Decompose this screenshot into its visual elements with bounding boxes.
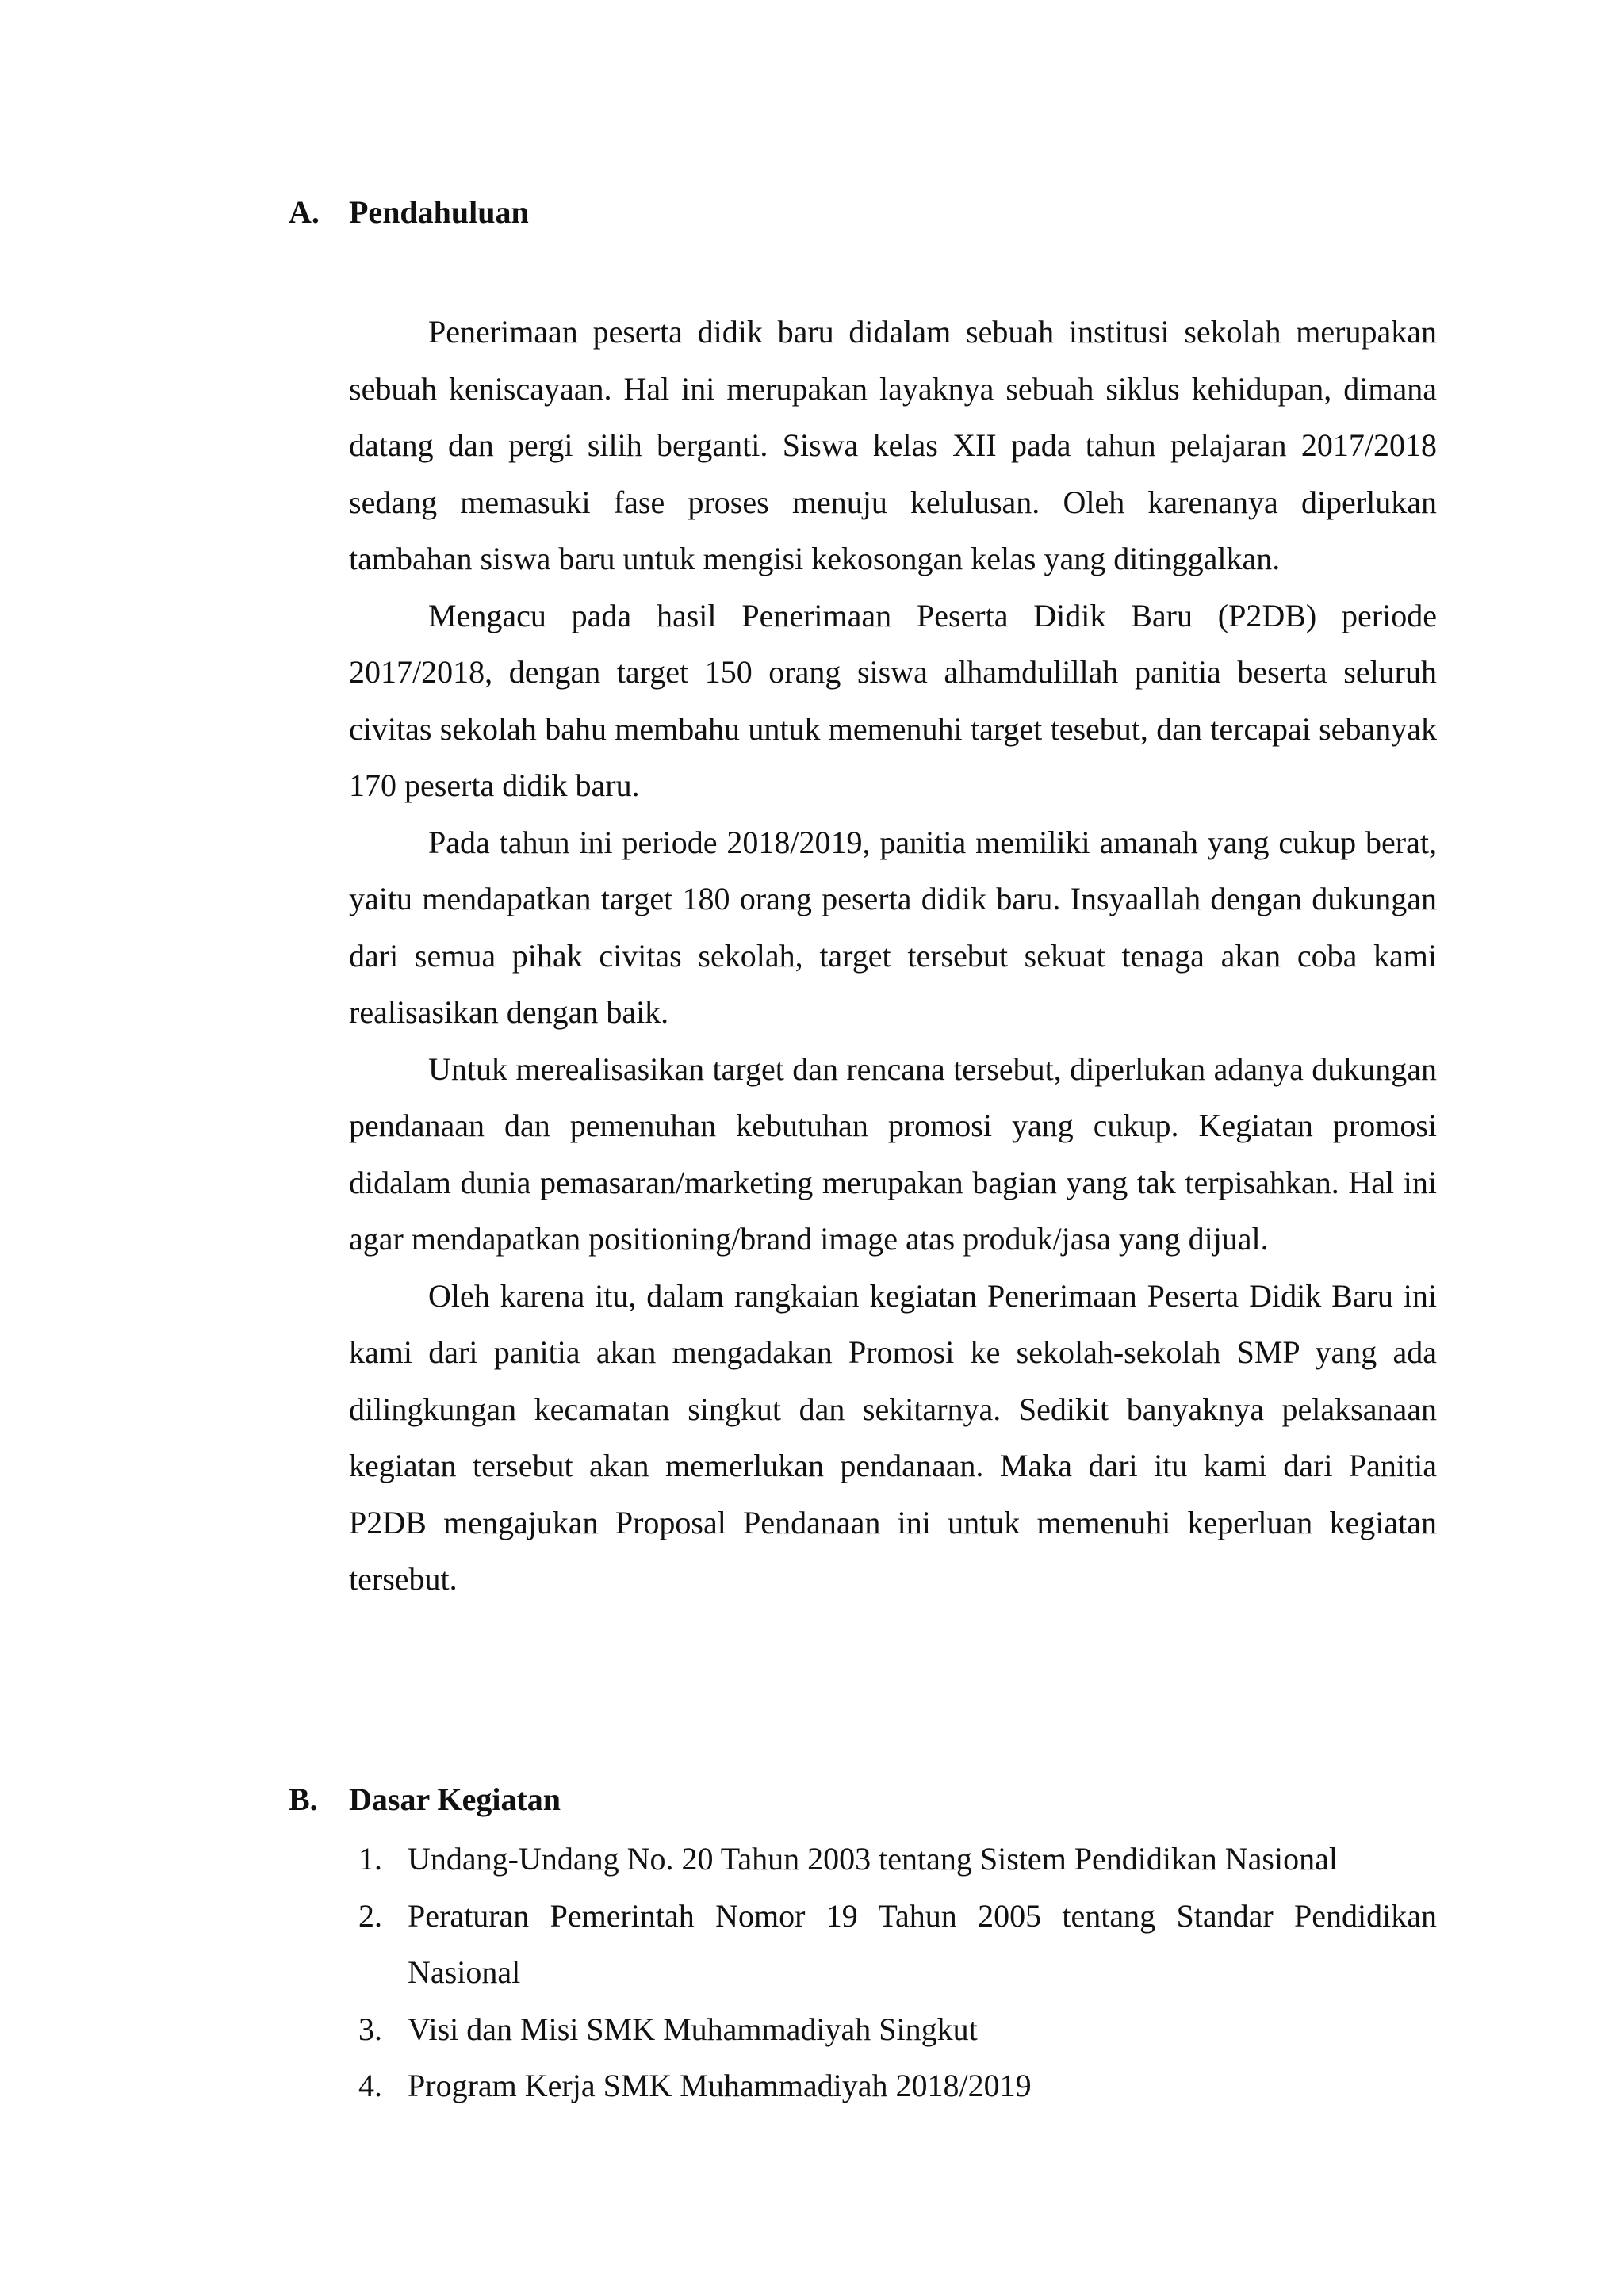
list-item <box>349 2057 1437 2114</box>
list-item <box>349 1888 1437 2001</box>
list-item-text: Peraturan Pemerintah Nomor 19 Tahun 2005 tentang Standar Pendidikan Nasional <box>408 1897 1437 1990</box>
list-item-number: 2. <box>358 1897 382 1934</box>
list-item-text: Program Kerja SMK Muhammadiyah 2018/2019 <box>408 2068 1032 2103</box>
list-item-text: Visi dan Misi SMK Muhammadiyah Singkut <box>408 2011 978 2047</box>
list-item-number: 3. <box>358 2011 382 2047</box>
paragraph: Untuk merealisasikan target dan rencana tersebut, diperlukan adanya dukungan pendanaan dan pemenuhan kebutuhan promosi yang cukup. Kegiatan promosi didalam dunia pemasaran/marketing merupakan bagian yang tak terpisahkan. Hal ini agar mendapatkan positioning/brand image atas produk/jasa yang dijual. <box>349 1050 1437 1257</box>
paragraph: Mengacu pada hasil Penerimaan Peserta Didik Baru (P2DB) periode 2017/2018, dengan target 150 orang siswa alhamdulillah panitia beserta seluruh civitas sekolah bahu membahu untuk memenuhi target tesebut, dan tercapai sebanyak 170 peserta didik baru. <box>349 597 1437 803</box>
list-item <box>349 1831 1437 1888</box>
section-a-body <box>349 304 1437 1608</box>
list-item <box>349 2001 1437 2058</box>
list-item-number: 1. <box>358 1841 382 1877</box>
paragraph: Pada tahun ini periode 2018/2019, panitia memiliki amanah yang cukup berat, yaitu mendapatkan target 180 orang peserta didik baru. Insyaallah dengan dukungan dari semua pihak civitas sekolah, target tersebut sekuat tenaga akan coba kami realisasikan dengan baik. <box>349 824 1437 1030</box>
section-a-letter: A. <box>289 194 320 230</box>
section-a-heading <box>289 194 529 230</box>
dasar-kegiatan-list <box>349 1831 1437 2114</box>
section-b-letter: B. <box>289 1781 318 1817</box>
section-b-title: Dasar Kegiatan <box>349 1781 561 1817</box>
list-item-text: Undang-Undang No. 20 Tahun 2003 tentang Sistem Pendidikan Nasional <box>408 1841 1338 1877</box>
section-b-heading <box>289 1781 561 1817</box>
section-a-title: Pendahuluan <box>349 194 529 230</box>
paragraph: Oleh karena itu, dalam rangkaian kegiatan Penerimaan Peserta Didik Baru ini kami dari panitia akan mengadakan Promosi ke sekolah-sekolah SMP yang ada dilingkungan kecamatan singkut dan sekitarnya. Sedikit banyaknya pelaksanaan kegiatan tersebut akan memerlukan pendanaan. Maka dari itu kami dari Panitia P2DB mengajukan Proposal Pendanaan ini untuk memenuhi keperluan kegiatan tersebut. <box>349 1277 1437 1597</box>
list-item-number: 4. <box>358 2068 382 2103</box>
paragraph: Penerimaan peserta didik baru didalam sebuah institusi sekolah merupakan sebuah keniscayaan. Hal ini merupakan layaknya sebuah siklus kehidupan, dimana datang dan pergi silih berganti. Siswa kelas XII pada tahun pelajaran 2017/2018 sedang memasuki fase proses menuju kelulusan. Oleh karenanya diperlukan tambahan siswa baru untuk mengisi kekosongan kelas yang ditinggalkan. <box>349 314 1437 576</box>
